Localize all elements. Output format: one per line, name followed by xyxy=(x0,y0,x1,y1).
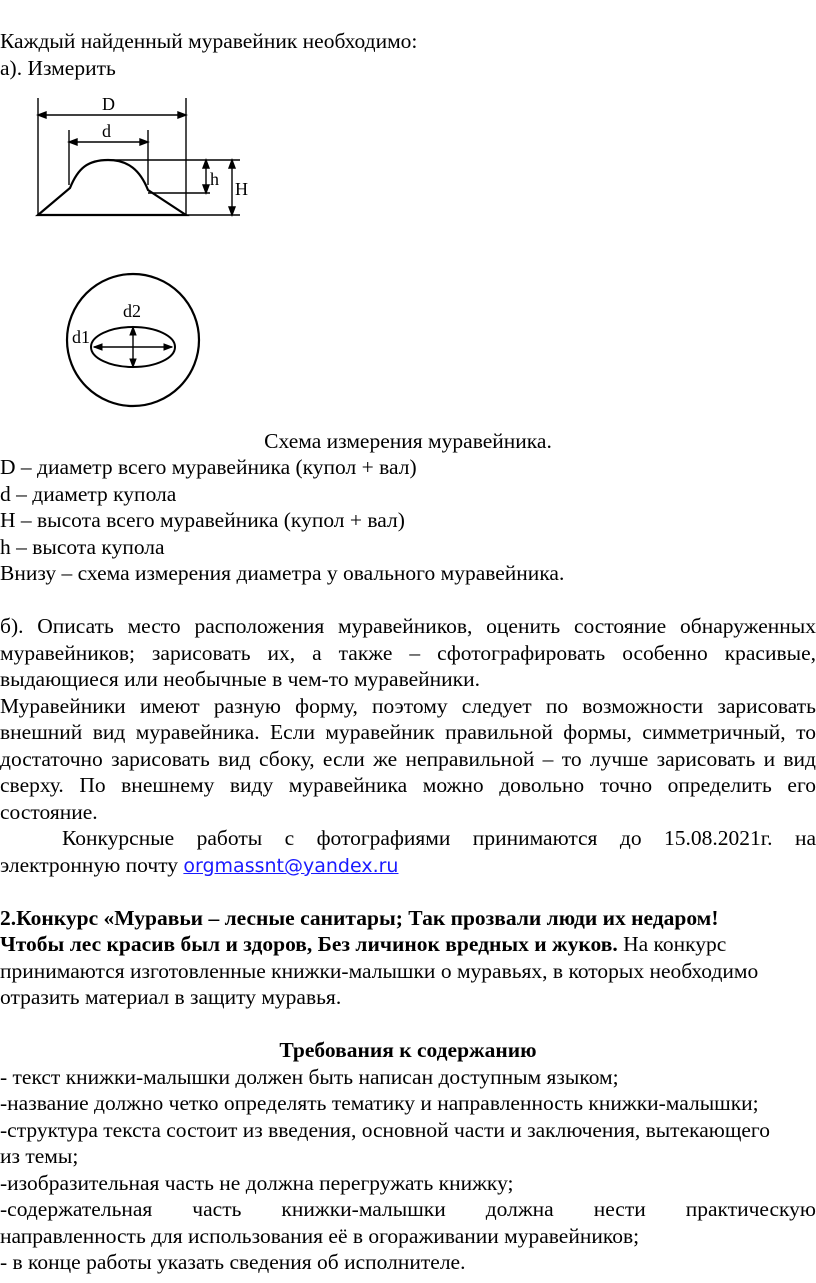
label-d2: d2 xyxy=(123,301,141,321)
paragraph-line: Муравейники имеют разную форму, поэтому следует по возможности зарисовать xyxy=(0,694,816,718)
label-H: H xyxy=(235,179,248,199)
requirements-heading: Требования к содержанию xyxy=(279,1038,537,1062)
contest-heading: 2.Конкурс «Муравьи – лесные санитары; Так прозвали люди их недаром! xyxy=(0,906,719,930)
legend-item: d – диаметр купола xyxy=(0,482,177,506)
email-line xyxy=(0,852,816,880)
paragraph-line: достаточно зарисовать вид сбоку, если же неправильной – то лучше зарисовать и вид xyxy=(0,747,816,771)
legend-item: h – высота купола xyxy=(0,535,165,559)
contest-heading-bold: Чтобы лес красив был и здоров, Без личинок вредных и жуков. xyxy=(0,932,618,956)
label-d: d xyxy=(102,121,111,141)
requirement-item: -название должно четко определять тематику и направленность книжки-малышки; xyxy=(0,1091,759,1115)
diagram-caption: Схема измерения муравейника. xyxy=(264,429,552,453)
legend-item: D – диаметр всего муравейника (купол + вал) xyxy=(0,455,417,479)
requirement-item: -структура текста состоит из введения, основной части и заключения, вытекающего xyxy=(0,1118,770,1142)
intro-line: Каждый найденный муравейник необходимо: xyxy=(0,29,418,53)
requirement-item: -содержательная часть книжки-малышки должна нести практическую xyxy=(0,1197,816,1221)
requirement-item: из темы; xyxy=(0,1144,79,1168)
paragraph-line: б). Описать место расположения муравейников, оценить состояние обнаруженных xyxy=(0,614,816,638)
paragraph-line: состояние. xyxy=(0,800,98,824)
intro-step-a: а). Измерить xyxy=(0,56,116,80)
legend-item: Внизу – схема измерения диаметра у овального муравейника. xyxy=(0,561,565,585)
anthill-top-diagram xyxy=(60,265,210,415)
legend-item: H – высота всего муравейника (купол + вал) xyxy=(0,508,405,532)
paragraph-line: принимаются изготовленные книжки-малышки о муравьях, в которых необходимо xyxy=(0,959,759,983)
requirement-item: направленность для использования её в огораживании муравейников; xyxy=(0,1224,640,1248)
paragraph-line: Конкурсные работы с фотографиями принимаются до 15.08.2021г. на xyxy=(62,826,816,850)
requirement-item: - текст книжки-малышки должен быть написан доступным языком; xyxy=(0,1065,619,1089)
label-h: h xyxy=(210,169,219,189)
anthill-side-diagram xyxy=(30,90,250,230)
label-D: D xyxy=(102,94,115,114)
email-prefix: электронную почту xyxy=(0,853,179,877)
requirement-item: - в конце работы указать сведения об исполнителе. xyxy=(0,1250,466,1274)
requirement-item: -изобразительная часть не должна перегружать книжку; xyxy=(0,1171,514,1195)
paragraph-line: сверху. По внешнему виду муравейника можно довольно точно определить его xyxy=(0,773,816,797)
paragraph-line: отразить материал в защиту муравья. xyxy=(0,985,342,1009)
paragraph-line: выдающиеся или необычные в чем-то муравейники. xyxy=(0,667,481,691)
paragraph-line: муравейников; зарисовать их, а также – сфотографировать особенно красивые, xyxy=(0,641,816,665)
contest-heading-line2 xyxy=(0,931,816,958)
email-link[interactable]: orgmassnt@yandex.ru xyxy=(183,855,399,877)
contest-text: На конкурс xyxy=(617,932,727,956)
paragraph-line: внешний вид муравейника. Если муравейник правильной формы, симметричный, то xyxy=(0,720,816,744)
label-d1: d1 xyxy=(72,327,90,347)
